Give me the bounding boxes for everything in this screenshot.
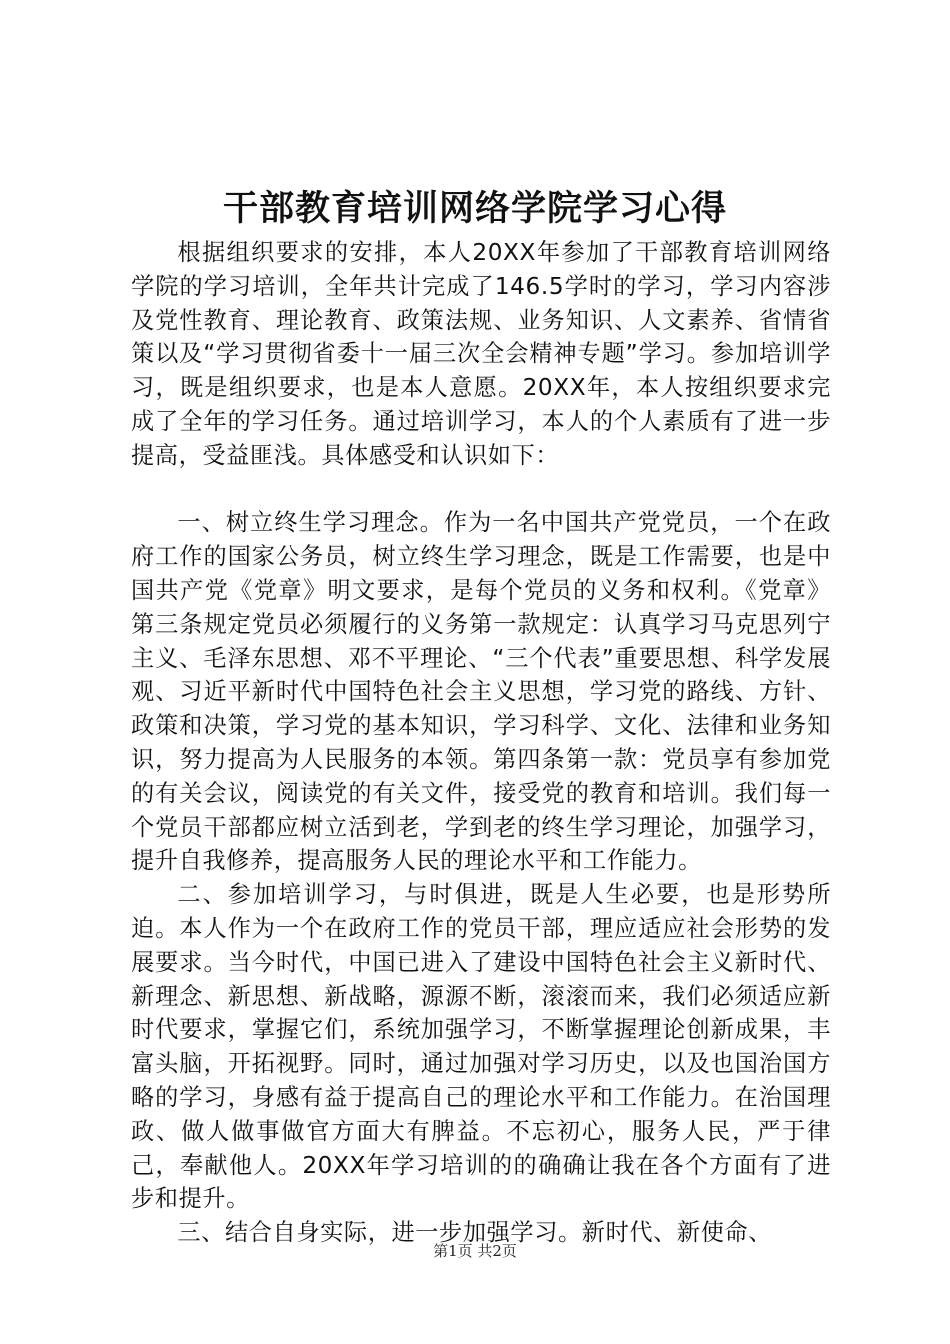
intro-paragraph: 根据组织要求的安排，本人20XX年参加了干部教育培训网络学院的学习培训，全年共计完成了146.5学时的学习，学习内容涉及党性教育、理论教育、政策法规、业务知识、人文素养、省情省策以及“学习贯彻省委十一届三次全会精神专题”学习。参加培训学习，既是组织要求，也是本人意愿。20XX年，本人按组织要求完成了全年的学习任务。通过培训学习，本人的个人素质有了进一步提高，受益匪浅。具体感受和认识如下： — [131, 239, 831, 469]
document-title: 干部教育培训网络学院学习心得 — [222, 188, 727, 229]
section-three-paragraph: 三、结合自身实际，进一步加强学习。新时代、新使命、 — [177, 1219, 773, 1247]
page-number-footer: 第1页 共2页 — [433, 1242, 517, 1260]
section-two-paragraph: 二、参加培训学习，与时俱进，既是人生必要，也是形势所迫。本人作为一个在政府工作的党员干部，理应适应社会形势的发展要求。当今时代，中国已进入了建设中国特色社会主义新时代、新理念、新思想、新战略，源源不断，滚滚而来，我们必须适应新时代要求，掌握它们，系统加强学习，不断掌握理论创新成果，丰富头脑，开拓视野。同时，通过加强对学习历史，以及也国治国方略的学习，身感有益于提高自己的理论水平和工作能力。在治国理政、做人做事做官方面大有脾益。不忘初心，服务人民，严于律己，奉献他人。20XX年学习培训的的确确让我在各个方面有了进步和提升。 — [131, 881, 831, 1213]
paragraph-spacer — [131, 473, 831, 507]
document-body — [131, 236, 831, 1250]
section-one-paragraph: 一、树立终生学习理念。作为一名中国共产党党员，一个在政府工作的国家公务员，树立终生学习理念，既是工作需要，也是中国共产党《党章》明文要求，是每个党员的义务和权利。《党章》第三条规定党员必须履行的义务第一款规定：认真学习马克思列宁主义、毛泽东思想、邓不平理论、“三个代表”重要思想、科学发展观、习近平新时代中国特色社会主义思想，学习党的路线、方针、政策和决策，学习党的基本知识，学习科学、文化、法律和业务知识，努力提高为人民服务的本领。第四条第一款：党员享有参加党的有关会议，阅读党的有关文件，接受党的教育和培训。我们每一个党员干部都应树立活到老，学到老的终生学习理论，加强学习，提升自我修养，提高服务人民的理论水平和工作能力。 — [131, 509, 831, 875]
